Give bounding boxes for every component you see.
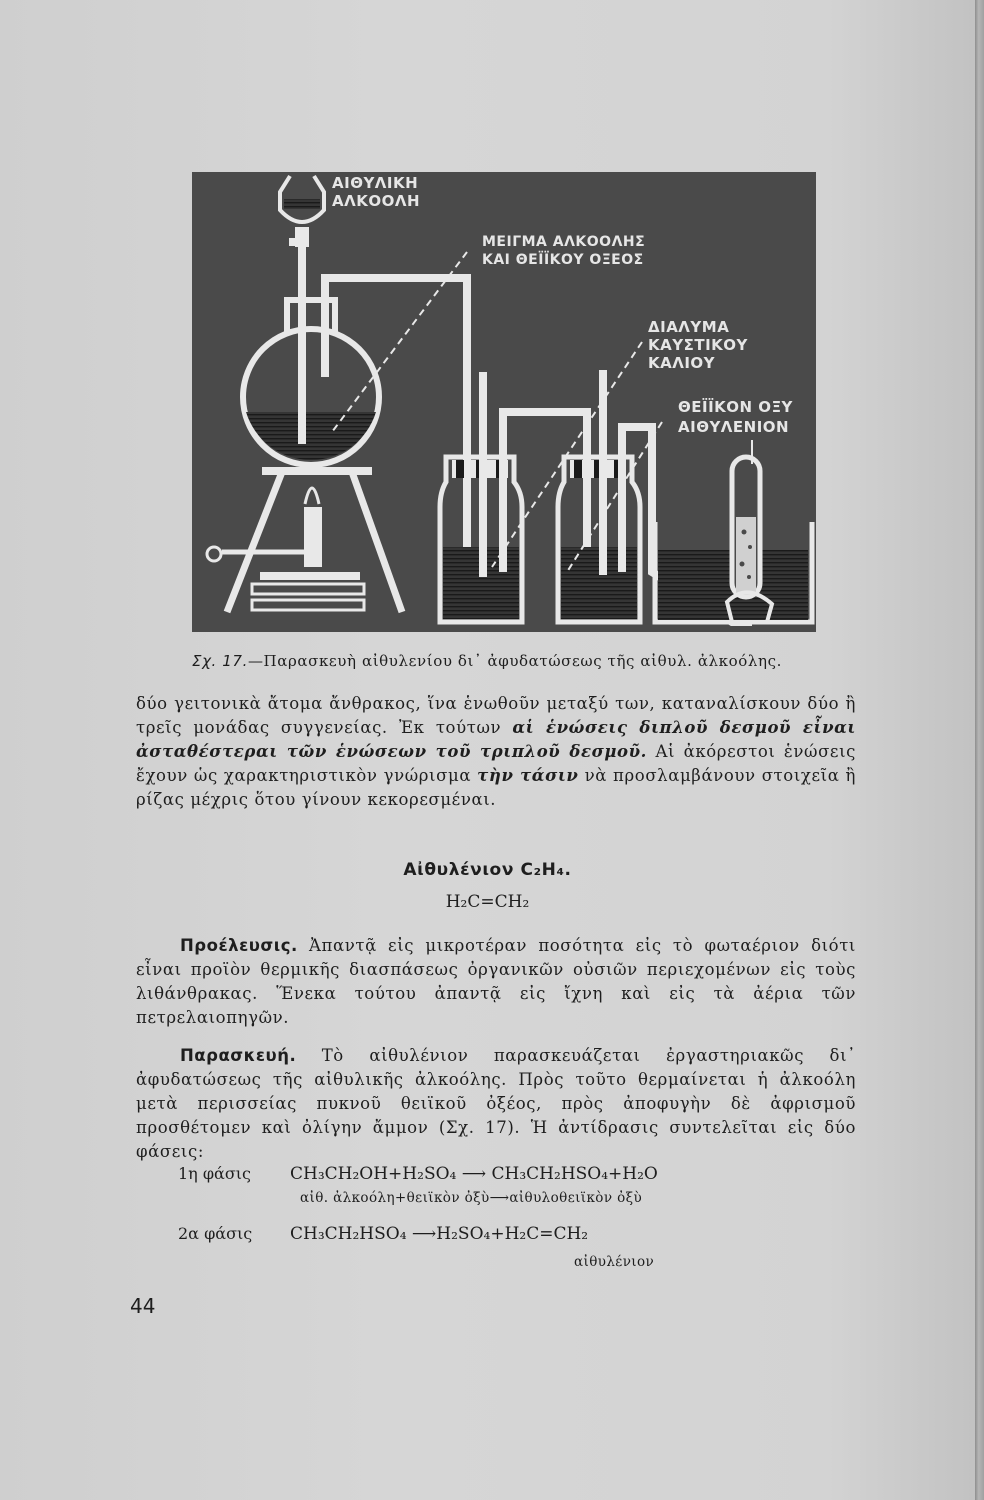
page-edge xyxy=(975,0,984,1500)
label-naoh-2: ΚΑΥΣΤΙΚΟΥ xyxy=(648,336,748,354)
paragraph-unsaturated xyxy=(136,692,856,812)
title-formula: C₂H₄. xyxy=(520,860,572,880)
origin-text: Ἀπαντᾷ εἰς μικροτέραν ποσότητα εἰς τὸ φωταέριον διότι εἶναι προϊὸν θερμικῆς διασπάσεως ὀργανικῶν οὐσιῶν περιεχομένων εἰς τοὺς λιθάνθρακας. Ἕνεκα τούτου ἀπαντᾷ εἰς ἴχνη καὶ εἰς τὰ ἀέρια τῶν πετρελαιοπηγῶν. xyxy=(136,936,856,1027)
origin-heading: Προέλευσις. xyxy=(180,936,298,955)
reaction-2 xyxy=(178,1224,588,1244)
reaction-1-note: αἰθ. ἀλκοόλη+θειϊκὸν ὀξὺ⟶αἰθυλοθειϊκὸν ὀξὺ xyxy=(300,1190,643,1206)
title-name: Αἰθυλένιον xyxy=(403,860,515,880)
prep-text: Τὸ αἰθυλένιον παρασκευάζεται ἐργαστηριακῶς δι᾽ ἀφυδατώσεως τῆς αἰθυλικῆς ἀλκοόλης. Πρὸς τοῦτο θερμαίνεται ἡ ἀλκοόλη μετὰ περισσείας πυκνοῦ θειϊκοῦ ὀξέος, πρὸς ἀποφυγὴν δὲ ἀφρισμοῦ προσθέτομεν καὶ ὀλίγην ἄμμον (Σχ. 17). Ἡ ἀντίδρασις συντελεῖται εἰς δύο φάσεις: xyxy=(136,1046,856,1161)
reaction-1-phase: 1η φάσις xyxy=(178,1164,252,1183)
reaction-2-note: αἰθυλένιον xyxy=(574,1254,655,1270)
label-ethyl-alcohol-2: ΑΛΚΟΟΛΗ xyxy=(332,192,421,210)
apparatus-figure xyxy=(192,172,816,632)
figure-caption xyxy=(192,652,832,670)
apparatus-diagram xyxy=(192,172,816,632)
para1-text-1: δύο γειτονικὰ ἄτομα ἄνθρακος, ἵνα ἑνωθοῦν μεταξύ των, καταναλίσκουν δύο ἢ τρεῖς μονάδας συγγενείας. Ἐκ τούτων xyxy=(136,694,856,737)
label-mixture-1: ΜΕΙΓΜΑ ΑΛΚΟΟΛΗΣ xyxy=(482,234,646,250)
caption-number: Σχ. 17. xyxy=(192,652,248,670)
para1-text-2: Αἱ ἀκόρεστοι ἑνώσεις ἔχουν ὡς χαρακτηριστικὸν γνώρισμα xyxy=(136,742,856,785)
caption-text: —Παρασκευὴ αἰθυλενίου δι᾽ ἀφυδατώσεως τῆς αἰθυλ. ἀλκοόλης. xyxy=(247,652,782,670)
reaction-1 xyxy=(178,1164,658,1184)
reaction-2-equation: CH₃CH₂HSO₄ ⟶H₂SO₄+H₂C=CH₂ xyxy=(290,1224,589,1244)
label-naoh-3: ΚΑΛΙΟΥ xyxy=(648,354,716,372)
section-title xyxy=(0,860,975,880)
label-ethyl-alcohol-1: ΑΙΘΥΛΙΚΗ xyxy=(332,174,419,192)
paragraph-origin xyxy=(136,934,856,1030)
para1-text-3: νὰ προσλαμβάνουν στοιχεῖα ἢ ρίζας μέχρις ὅτου γίνουν κεκορεσμέναι. xyxy=(136,766,857,809)
para1-bold-1: αἱ ἑνώσεις διπλοῦ δεσμοῦ εἶναι ἀσταθέστεραι τῶν ἑνώσεων τοῦ τριπλοῦ δεσμοῦ. xyxy=(136,718,856,761)
label-sulfuric: ΘΕΪΪΚΟΝ ΟΞΥ xyxy=(678,398,793,416)
structural-formula: H₂C=CH₂ xyxy=(445,892,530,912)
label-naoh-1: ΔΙΑΛΥΜΑ xyxy=(648,318,730,336)
reaction-1-equation: CH₃CH₂OH+H₂SO₄ ⟶ CH₃CH₂HSO₄+H₂O xyxy=(290,1164,658,1184)
reaction-2-phase: 2α φάσις xyxy=(178,1224,253,1243)
label-ethylene: ΑΙΘΥΛΕΝΙΟΝ xyxy=(678,418,790,436)
page-number: 44 xyxy=(130,1294,156,1318)
paragraph-preparation xyxy=(136,1044,856,1164)
prep-heading: Παρασκευή. xyxy=(180,1046,297,1065)
para1-bold-2: τὴν τάσιν xyxy=(477,766,579,785)
label-mixture-2: ΚΑΙ ΘΕΪΪΚΟΥ ΟΞΕΟΣ xyxy=(482,252,644,268)
